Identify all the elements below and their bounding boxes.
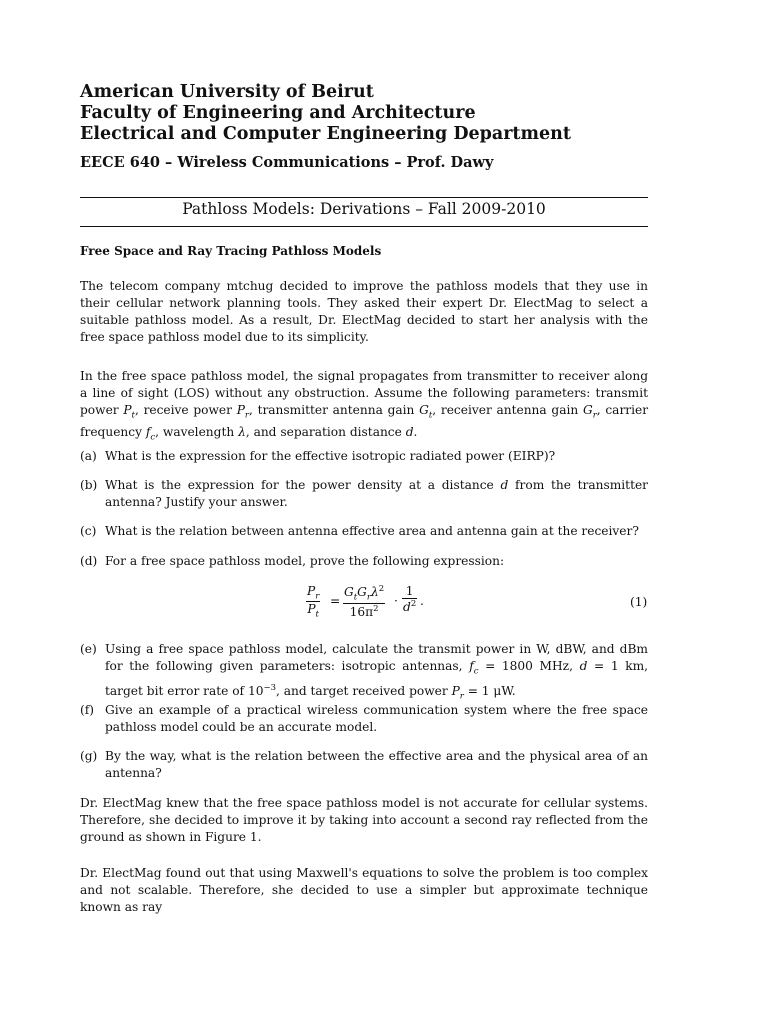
question-label: (b) — [80, 478, 98, 492]
question-label: (g) — [80, 749, 98, 763]
equation-period: . — [420, 594, 424, 608]
question-e — [80, 641, 648, 706]
question-label: (c) — [80, 524, 97, 538]
rhs-fraction-2: $\frac{1}{d^2}$ — [403, 584, 417, 615]
question-b — [80, 477, 648, 511]
question-c — [80, 523, 648, 540]
two-ray-paragraph: Dr. ElectMag knew that the free space pathloss model is not accurate for cellular systems. Therefore, she decided to improve it by taking into account a second ray reflected from the ground as shown in Figure 1. — [80, 796, 648, 844]
question-a — [80, 448, 648, 465]
course-line: EECE 640 – Wireless Communications – Prof. Dawy — [80, 154, 494, 171]
maxwell-paragraph: Dr. ElectMag found out that using Maxwell's equations to solve the problem is too complex and not scalable. Therefore, she decided to use a simpler but approximate technique known as ray — [80, 866, 648, 914]
faculty-name: Faculty of Engineering and Architecture — [80, 103, 476, 123]
document-title: Pathloss Models: Derivations – Fall 2009-2010 — [182, 200, 546, 218]
question-text: What is the expression for the power density at a distance d from the transmitter antenna? Justify your answer. — [105, 478, 649, 509]
question-g — [80, 748, 648, 782]
question-text: Give an example of a practical wireless communication system where the free space pathloss model could be an accurate model. — [105, 703, 648, 734]
free-space-paragraph: In the free space pathloss model, the signal propagates from transmitter to receiver along a line of sight (LOS) without any obstruction. Assume the following parameters: transmit power $P_t$, receive power $P_r$, transmitter antenna gain $G_t$, receiver antenna gain $G_r$, carrier frequency $f_c$, wavelength λ, and separation distance d. — [80, 369, 649, 443]
equals-sign: = — [330, 594, 341, 608]
lhs-fraction: $\frac{P_r}{P_t}$ — [307, 584, 320, 620]
question-f — [80, 702, 648, 736]
question-text: What is the expression for the effective isotropic radiated power (EIRP)? — [105, 449, 556, 463]
question-label: (a) — [80, 449, 97, 463]
question-d — [80, 553, 648, 570]
question-text: Using a free space pathloss model, calculate the transmit power in W, dBW, and dBm for the following given parameters: isotropic antennas, $f_c = 1800$ MHz, d = 1 km, target bit error rate of $10^{-3}$, and target received power $P_r = 1$ μW. — [105, 642, 649, 702]
question-label: (d) — [80, 554, 98, 568]
section-title: Free Space and Ray Tracing Pathloss Models — [80, 244, 382, 258]
institution-name: American University of Beirut — [80, 82, 374, 102]
rhs-fraction-1: $G_tG_r\lambda^2$ $16\pi^2$ — [344, 584, 385, 619]
question-text: By the way, what is the relation between the effective area and the physical area of an antenna? — [105, 749, 648, 780]
title-rule-bottom — [80, 226, 648, 227]
department-name: Electrical and Computer Engineering Department — [80, 124, 571, 144]
title-rule-top — [80, 197, 648, 198]
equation-number: (1) — [630, 595, 648, 609]
question-text: What is the relation between antenna effective area and antenna gain at the receiver? — [105, 524, 639, 538]
question-text: For a free space pathloss model, prove the following expression: — [105, 554, 505, 568]
document-header — [80, 82, 660, 171]
question-label: (f) — [80, 703, 95, 717]
equation-1 — [0, 584, 768, 624]
intro-paragraph: The telecom company mtchug decided to improve the pathloss models that they use in their cellular network planning tools. They asked their expert Dr. ElectMag to select a suitable pathloss model. As a result, Dr. ElectMag decided to start her analysis with the free space pathloss model due to its simplicity. — [80, 279, 648, 344]
question-label: (e) — [80, 642, 97, 656]
multiply-dot: · — [394, 594, 398, 608]
